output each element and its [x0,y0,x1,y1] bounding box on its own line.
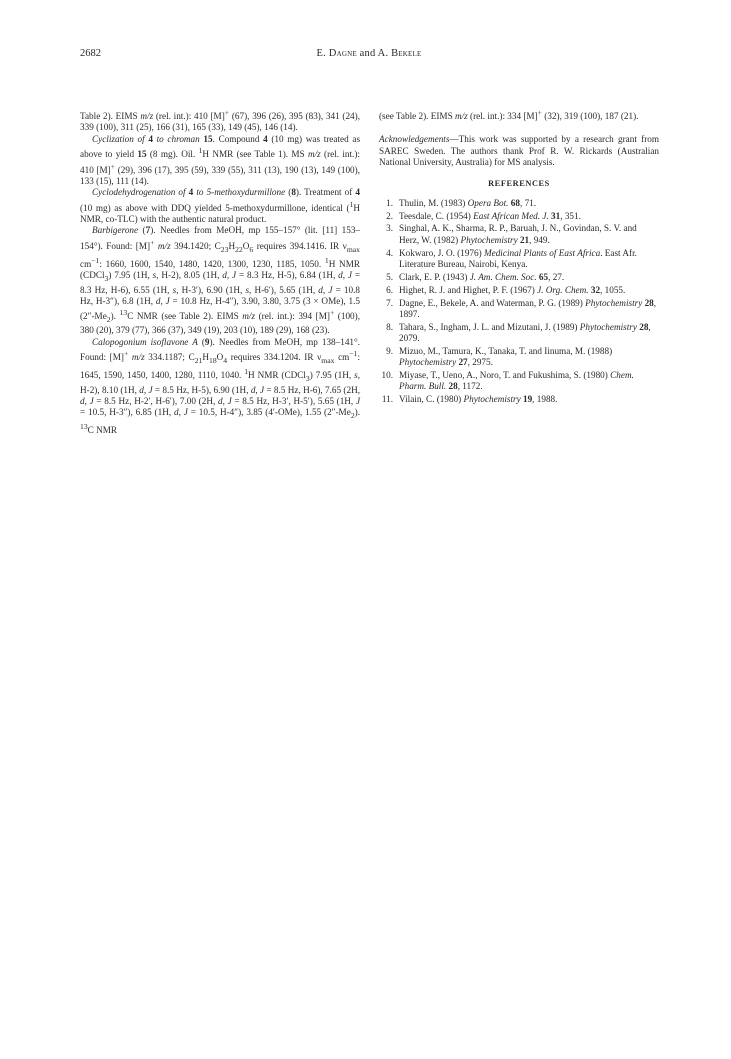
page-header [80,48,658,64]
reference-number: 9. [386,345,393,356]
reference-item [379,370,659,393]
reference-item [379,394,659,405]
reference-text: Singhal, A. K., Sharma, R. P., Baruah, J. N., Govindan, S. V. and Herz, W. (1982) Phytochemistry 21, 949. [399,223,637,245]
experimental-continuation: (see Table 2). EIMS m/z (rel. int.): 334 [M]+ (32), 319 (100), 187 (21). [379,108,639,122]
reference-text: Dagne, E., Bekele, A. and Waterman, P. G. (1989) Phytochemistry 28, 1897. [399,297,657,319]
reference-number: 3. [386,223,393,234]
reference-item [379,223,659,246]
reference-item [379,198,659,209]
body-paragraph: Calopogonium isoflavone A (9). Needles from MeOH, mp 138–141°. Found: [M]+ m/z 334.1187; $C_{21}H_{18}O_4$ requires 334.1204. IR $\nu_{max}$ $cm^{-1}$: 1645, 1590, 1450, 1400, 1280, 1110, 1040. $^1$H NMR (CDCl$_3$) 7.95 (1H, s, H-2), 8.10 (1H, d, J = 8.5 Hz, H-5), 6.90 (1H, d, J = 8.5 Hz, H-6), 7.65 (2H, d, J = 8.5 Hz, H-2′, H-6′), 7.00 (2H, d, J = 8.5 Hz, H-3′, H-5′), 5.65 (1H, J = 10.5, H-3″), 6.85 (1H, d, J = 10.5, H-4″), 3.85 (4′-OMe), 1.55 $(2''-Me_2)$. $^{13}$C NMR [80,336,361,436]
reference-item [379,272,659,283]
reference-text: Vilain, C. (1980) Phytochemistry 19, 1988. [399,394,558,405]
reference-item [379,285,659,296]
reference-number: 2. [386,210,393,221]
right-column [379,107,659,407]
body-paragraph: Table 2). EIMS m/z (rel. int.): 410 [M]+ (67), 396 (26), 395 (83), 341 (24), 339 (100), 311 (25), 166 (31), 165 (33), 149 (45), 146 (14). [80,108,360,133]
references-heading: REFERENCES [488,179,550,189]
body-paragraph: Cyclodehydrogenation of 4 to 5-methoxydurmillone (8). Treatment of 4 (10 mg) as above with DDQ yielded 5-methoxydurmillone, identical ($^1$H NMR, co-TLC) with the authentic natural product. [80,187,361,224]
reference-text: Mizuo, M., Tamura, K., Tanaka, T. and Iinuma, M. (1988) Phytochemistry 27, 2975. [399,345,613,368]
reference-item [379,322,659,345]
reference-number: 8. [386,321,393,332]
reference-text: Teesdale, C. (1954) East African Med. J. 31, 351. [399,210,581,221]
reference-text: Highet, R. J. and Highet, P. F. (1967) J. Org. Chem. 32, 1055. [399,284,626,295]
page-number: 2682 [80,48,101,59]
reference-number: 7. [386,297,393,308]
acknowledgements: Acknowledgements—This work was supported by a research grant from SAREC Sweden. The authors thank Prof R. W. Rickards (Australian National University, Australia) for MS analysis. [379,134,659,168]
reference-list [379,198,659,406]
reference-text: Clark, E. P. (1943) J. Am. Chem. Soc. 65, 27. [399,271,565,282]
reference-item [379,346,659,369]
reference-number: 1. [386,197,393,208]
reference-number: 10. [381,370,393,381]
reference-item [379,298,659,321]
reference-number: 4. [386,247,393,258]
body-paragraph: Cyclization of 4 to chroman 15. Compound 4 (10 mg) was treated as above to yield 15 (8 mg). Oil. $^1$H NMR (see Table 1). MS m/z (rel. int.): 410 [M]+ (29), 396 (17), 395 (59), 339 (55), 311 (13), 190 (13), 149 (100), 133 (15), 111 (14). [80,133,361,186]
body-paragraph: Barbigerone (7). Needles from MeOH, mp 155–157° (lit. [11] 153–154°). Found: [M]+ m/z 394.1420; $C_{23}H_{22}O_6$ requires 394.1416. IR $\nu_{max}$ $cm^{-1}$: 1660, 1600, 1540, 1480, 1420, 1300, 1230, 1185, 1050. $^1$H NMR (CDCl$_3$) 7.95 (1H, s, H-2), 8.05 (1H, d, J = 8.3 Hz, H-5), 6.84 (1H, d, J = 8.3 Hz, H-6), 6.55 (1H, s, H-3′), 6.90 (1H, s, H-6′), 5.65 (1H, d, J = 10.8 Hz, H-3″), 6.8 (1H, d, J = 10.8 Hz, H-4″), 3.90, 3.80, 3.75 (3 × OMe), 1.5 $(2''-Me_2)$. $^{13}$C NMR (see Table 2). EIMS m/z (rel. int.): 394 [M]+ (100), 380 (20), 379 (77), 366 (37), 349 (19), 203 (10), 189 (29), 168 (23). [80,225,361,336]
reference-number: 5. [386,271,393,282]
reference-number: 11. [381,394,393,405]
running-head-authors: E. Dagne and A. Bekele [316,48,422,59]
reference-text: Miyase, T., Ueno, A., Noro, T. and Fukushima, S. (1980) Chem. Pharm. Bull. 28, 1172. [399,370,634,392]
reference-text: Kokwaro, J. O. (1976) Medicinal Plants of East Africa. East Afr. Literature Bureau, Nairobi, Kenya. [399,247,637,269]
reference-text: Thulin, M. (1983) Opera Bot. 68, 71. [399,197,537,208]
reference-number: 6. [386,284,393,295]
reference-text: Tahara, S., Ingham, J. L. and Mizutani, J. (1989) Phytochemistry 28, 2079. [399,321,651,344]
left-column [80,107,360,437]
reference-item [379,248,659,271]
reference-item [379,211,659,222]
